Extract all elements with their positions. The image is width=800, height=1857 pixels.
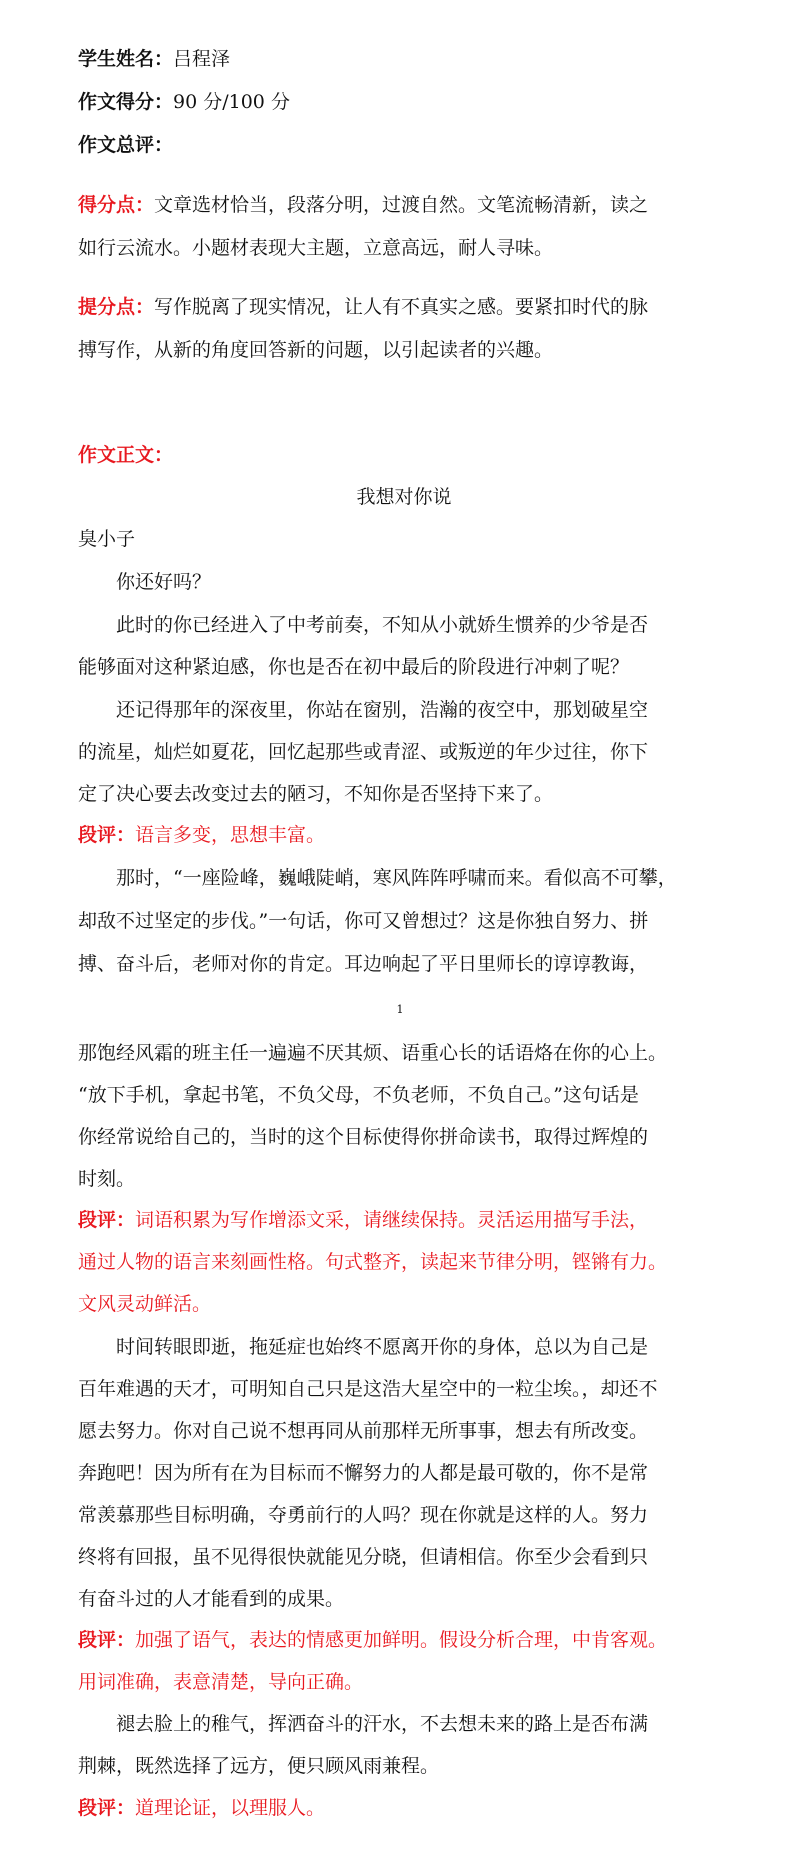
essay-salutation: 臭小子 [78, 528, 136, 550]
essay-line: 你还好吗？ [116, 571, 212, 593]
highlights-label: 得分点： [78, 194, 155, 216]
essay-line: 褪去脸上的稚气，挥洒奋斗的汗水，不去想未来的路上是否布满 [116, 1713, 649, 1735]
essay-line: 还记得那年的深夜里，你站在窗别，浩瀚的夜空中，那划破星空 [116, 699, 649, 721]
essay-line: 终将有回报，虽不见得很快就能见分晓，但请相信。你至少会看到只 [78, 1546, 649, 1568]
essay-line: 愿去努力。你对自己说不想再同从前那样无所事事，想去有所改变。 [78, 1420, 649, 1442]
score-row [78, 90, 730, 114]
improvements-text-1: 写作脱离了现实情况，让人有不真实之感。要紧扣时代的脉 [154, 296, 649, 318]
comment-text: 文风灵动鲜活。 [78, 1293, 212, 1315]
paragraph-comment-4 [78, 1796, 730, 1820]
essay-line: 奔跑吧！因为所有在为目标而不懈努力的人都是最可敬的，你不是常 [78, 1462, 649, 1484]
essay-line: 此时的你已经进入了中考前奏，不知从小就娇生惯养的少爷是否 [116, 614, 649, 636]
comment-text: 通过人物的语言来刻画性格。句式整齐，读起来节律分明，铿锵有力。 [78, 1251, 668, 1273]
comment-label: 段评： [78, 1209, 136, 1231]
score-value: 90 分/100 分 [173, 91, 290, 113]
comment-text: 道理论证，以理服人。 [135, 1797, 326, 1819]
overall-comment-label: 作文总评： [78, 134, 174, 156]
essay-line: 能够面对这种紧迫感，你也是否在初中最后的阶段进行冲刺了呢？ [78, 656, 630, 678]
comment-text: 加强了语气，表达的情感更加鲜明。假设分析合理，中肯客观。 [135, 1629, 668, 1651]
comment-label: 段评： [78, 1629, 136, 1651]
comment-text: 词语积累为写作增添文采，请继续保持。灵活运用描写手法， [135, 1209, 649, 1231]
highlights-text-1: 文章选材恰当，段落分明，过渡自然。文笔流畅清新，读之 [154, 194, 649, 216]
paragraph-comment-2 [78, 1208, 730, 1232]
improvements-text-2: 搏写作，从新的角度回答新的问题，以引起读者的兴趣。 [78, 339, 554, 361]
essay-line: “放下手机，拿起书笔，不负父母，不负老师，不负自己。”这句话是 [78, 1084, 639, 1106]
comment-label: 段评： [78, 1797, 136, 1819]
comment-text: 语言多变，思想丰富。 [135, 824, 326, 846]
essay-line: 搏、奋斗后，老师对你的肯定。耳边响起了平日里师长的谆谆教诲， [78, 953, 649, 975]
improvements-label: 提分点： [78, 296, 155, 318]
student-name-row [78, 47, 730, 71]
highlights-text-2: 如行云流水。小题材表现大主题，立意高远，耐人寻味。 [78, 237, 554, 259]
essay-line: 常羡慕那些目标明确，夺勇前行的人吗？现在你就是这样的人。努力 [78, 1504, 649, 1526]
improvements-line-1 [78, 295, 730, 319]
essay-line: 时间转眼即逝，拖延症也始终不愿离开你的身体，总以为自己是 [116, 1336, 649, 1358]
essay-line: 那饱经风霜的班主任一遍遍不厌其烦、语重心长的话语烙在你的心上。 [78, 1042, 668, 1064]
essay-line: 你经常说给自己的，当时的这个目标使得你拼命读书，取得过辉煌的 [78, 1126, 649, 1148]
essay-line: 百年难遇的天才，可明知自己只是这浩大星空中的一粒尘埃。，却还不 [78, 1378, 658, 1400]
essay-line: 有奋斗过的人才能看到的成果。 [78, 1588, 345, 1610]
paragraph-comment-3 [78, 1628, 730, 1652]
essay-line: 却敌不过坚定的步伐。”一句话，你可又曾想过？这是你独自努力、拼 [78, 910, 649, 932]
page-number: 1 [396, 1003, 404, 1016]
essay-line: 定了决心要去改变过去的陋习，不知你是否坚持下来了。 [78, 783, 554, 805]
essay-section-label: 作文正文： [78, 444, 174, 466]
comment-label: 段评： [78, 824, 136, 846]
score-label: 作文得分： [78, 91, 174, 113]
student-name-label: 学生姓名： [78, 48, 174, 70]
student-name-value: 吕程泽 [173, 48, 231, 70]
essay-line: 荆棘，既然选择了远方，便只顾风雨兼程。 [78, 1755, 440, 1777]
essay-line: 那时，“一座险峰，巍峨陡峭，寒风阵阵呼啸而来。看似高不可攀， [116, 867, 677, 889]
essay-line: 的流星，灿烂如夏花，回忆起那些或青涩、或叛逆的年少过往，你下 [78, 741, 649, 763]
paragraph-comment-1 [78, 823, 730, 847]
essay-line: 时刻。 [78, 1168, 136, 1190]
highlights-line-1 [78, 193, 730, 217]
essay-title: 我想对你说 [356, 486, 452, 508]
comment-text: 用词准确，表意清楚，导向正确。 [78, 1671, 364, 1693]
